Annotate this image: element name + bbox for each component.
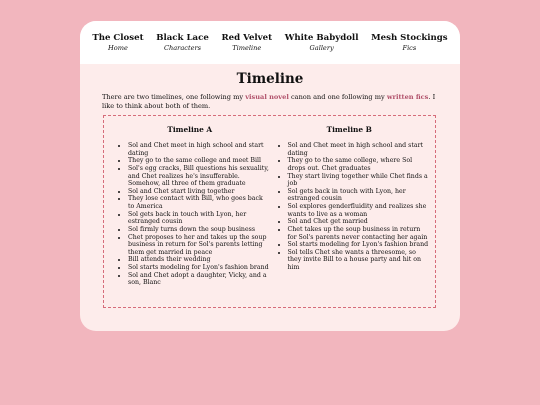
nav-item-the-closet[interactable] bbox=[92, 34, 143, 52]
nav-subtitle: Gallery bbox=[309, 43, 334, 52]
visual-novel-link[interactable]: visual novel bbox=[245, 93, 289, 101]
nav-title: White Babydoll bbox=[284, 32, 359, 43]
list-item: • Sol and Chet meet in high school and start dating bbox=[288, 142, 430, 157]
nav-subtitle: Timeline bbox=[232, 43, 262, 52]
nav-item-red-velvet[interactable] bbox=[221, 34, 272, 52]
list-item: • Sol starts modeling for Lyon's fashion brand bbox=[128, 264, 270, 272]
list-item: • Sol starts modeling for Lyon's fashion brand bbox=[288, 241, 430, 249]
list-item: • They lose contact with Bill, who goes back to America bbox=[128, 195, 270, 210]
list-item: • Chet proposes to her and takes up the soup business in return for Sol's parents letting them get married in peace bbox=[128, 234, 270, 257]
timeline-b-heading: Timeline B bbox=[326, 125, 372, 134]
list-item: • They start living together while Chet finds a job bbox=[288, 173, 430, 188]
list-item: • Sol firmly turns down the soup business bbox=[128, 226, 270, 234]
intro-part-3: . I like to think about both of them. bbox=[102, 93, 436, 110]
timeline-a-heading: Timeline A bbox=[167, 125, 213, 134]
page-title: Timeline bbox=[236, 71, 304, 87]
intro-text bbox=[102, 93, 438, 110]
nav-item-black-lace[interactable] bbox=[156, 34, 209, 52]
nav-subtitle: Characters bbox=[163, 43, 202, 52]
list-item: • Sol and Chet meet in high school and start dating bbox=[128, 142, 270, 157]
timeline-b bbox=[270, 124, 430, 307]
list-item: • They go to the same college and meet Bill bbox=[128, 157, 270, 165]
list-item: • Bill attends their wedding bbox=[128, 256, 270, 264]
list-item: • Sol gets back in touch with Lyon, her estranged cousin bbox=[128, 211, 270, 226]
nav-title: Mesh Stockings bbox=[371, 32, 448, 43]
nav-subtitle: Fics bbox=[402, 43, 417, 52]
nav-title: Black Lace bbox=[156, 32, 209, 43]
main-card bbox=[80, 21, 460, 331]
list-item: • Chet takes up the soup business in return for Sol's parents never contacting her again bbox=[288, 226, 430, 241]
list-item: • Sol tells Chet she wants a threesome, so they invite Bill to a house party and hit on him bbox=[288, 249, 430, 272]
nav-title: Red Velvet bbox=[221, 32, 273, 43]
timeline-a bbox=[110, 124, 270, 307]
intro-part-2: canon and one following my bbox=[288, 93, 387, 101]
written-fics-link[interactable]: written fics bbox=[386, 93, 429, 101]
list-item: • They go to the same college, where Sol drops out. Chet graduates bbox=[288, 157, 430, 172]
nav-item-mesh-stockings[interactable] bbox=[371, 34, 448, 52]
list-item: • Sol explores genderfluidity and realizes she wants to live as a woman bbox=[288, 203, 430, 218]
list-item: • Sol and Chet adopt a daughter, Vicky, and a son, Blanc bbox=[128, 272, 270, 287]
timelines-box bbox=[103, 115, 436, 308]
nav-item-white-babydoll[interactable] bbox=[285, 34, 359, 52]
list-item: • Sol gets back in touch with Lyon, her estranged cousin bbox=[288, 188, 430, 203]
timeline-b-list bbox=[270, 142, 430, 272]
intro-part-1: There are two timelines, one following my bbox=[102, 93, 246, 101]
top-nav bbox=[80, 21, 460, 64]
timeline-a-list bbox=[110, 142, 270, 287]
nav-title: The Closet bbox=[92, 32, 144, 43]
list-item: • Sol's egg cracks, Bill questions his sexuality, and Chet realizes he's insufferable. Somehow, all three of them graduate bbox=[128, 165, 270, 188]
list-item: • Sol and Chet get married bbox=[288, 218, 430, 226]
list-item: • Sol and Chet start living together bbox=[128, 188, 270, 196]
nav-subtitle: Home bbox=[108, 43, 128, 52]
